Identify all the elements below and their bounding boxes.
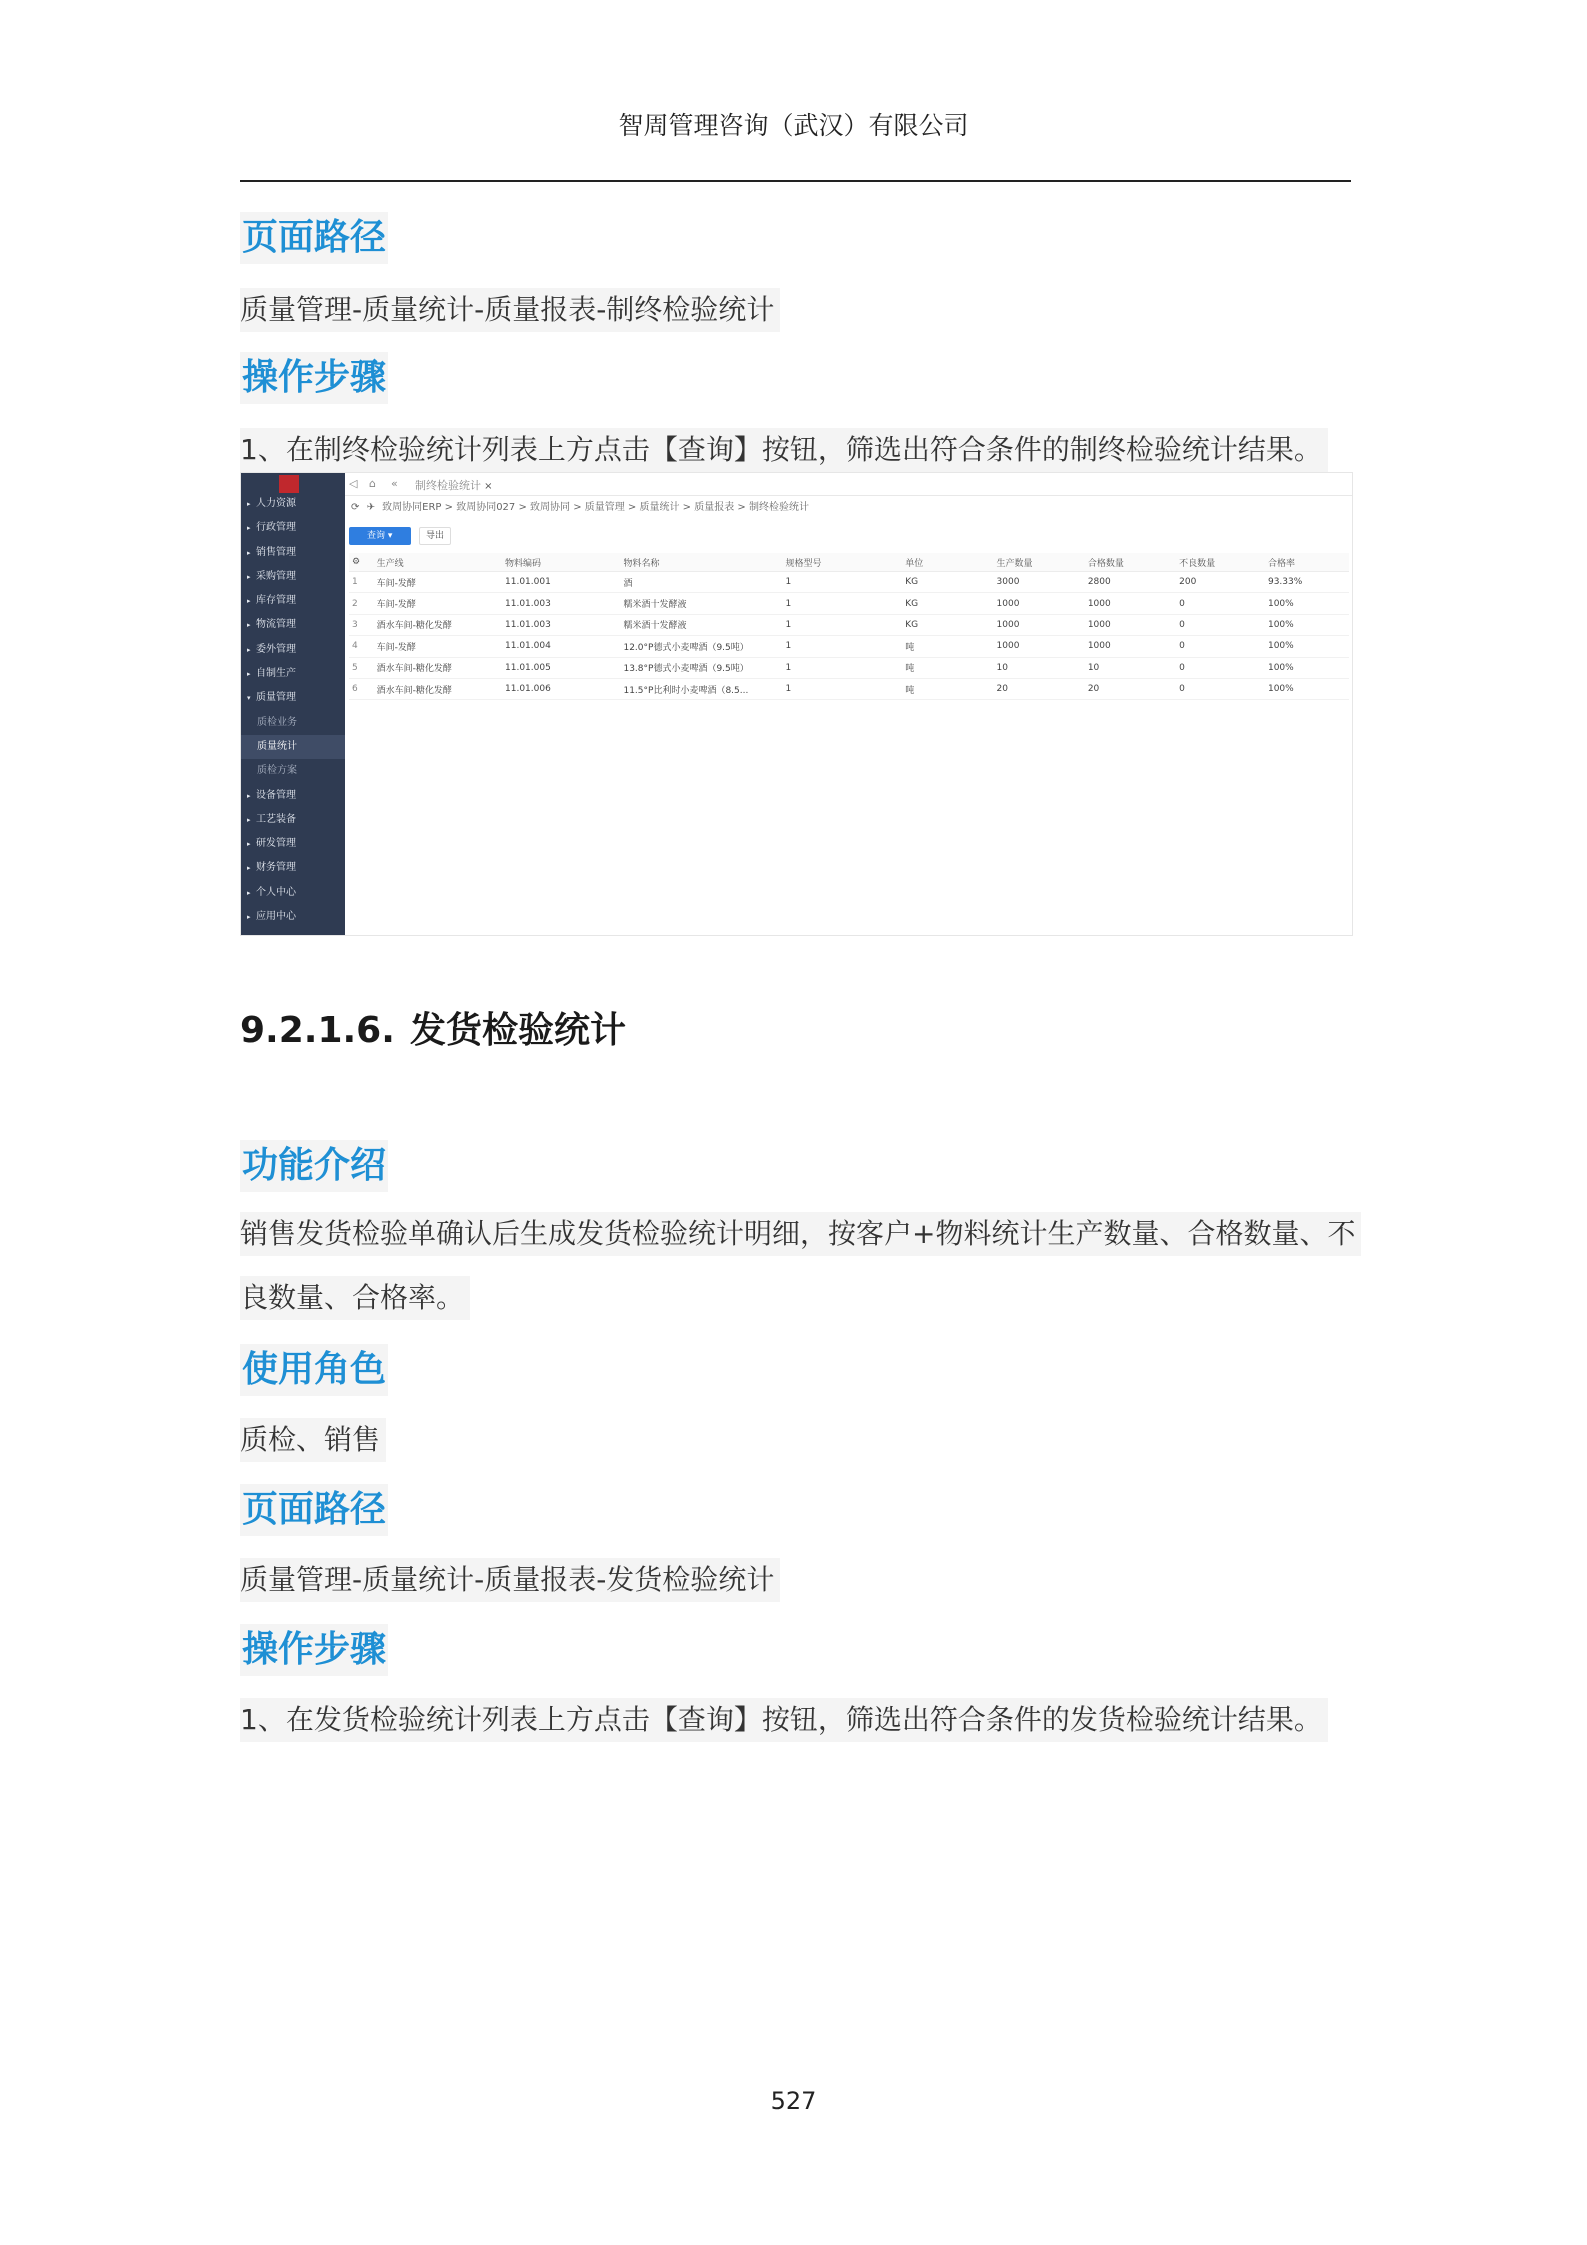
table-cell: 11.01.004 bbox=[502, 636, 620, 657]
table-cell: 100% bbox=[1265, 614, 1349, 635]
table-cell: 20 bbox=[994, 678, 1085, 699]
sidebar-item[interactable] bbox=[241, 784, 345, 808]
column-header[interactable]: 物料编码 bbox=[502, 553, 620, 572]
sidebar-item[interactable] bbox=[241, 516, 345, 540]
table-cell: 吨 bbox=[902, 636, 993, 657]
caret-right-icon: ▸ bbox=[247, 524, 251, 533]
sidebar-item-label: 质检业务 bbox=[257, 716, 297, 728]
table-cell: 酒 bbox=[620, 572, 782, 593]
section-title bbox=[240, 1002, 626, 1053]
table-cell: 吨 bbox=[902, 678, 993, 699]
sidebar-item-label: 物流管理 bbox=[256, 619, 296, 631]
column-header[interactable]: 规格型号 bbox=[783, 553, 903, 572]
caret-right-icon: ▸ bbox=[247, 621, 251, 630]
sidebar-item[interactable] bbox=[241, 832, 345, 856]
home-icon[interactable]: ⌂ bbox=[369, 477, 376, 490]
table-cell: 200 bbox=[1176, 572, 1265, 593]
table-cell: 10 bbox=[1085, 657, 1176, 678]
caret-right-icon: ▸ bbox=[247, 500, 251, 508]
table-cell: KG bbox=[902, 572, 993, 593]
table-cell: 1000 bbox=[1085, 593, 1176, 614]
sidebar-item-label: 设备管理 bbox=[256, 789, 296, 801]
table-cell: 1000 bbox=[994, 636, 1085, 657]
column-header[interactable]: 不良数量 bbox=[1176, 553, 1265, 572]
sidebar-item-label: 采购管理 bbox=[256, 570, 296, 582]
row-index: 5 bbox=[349, 657, 374, 678]
caret-right-icon: ▸ bbox=[247, 888, 251, 897]
table-cell: 100% bbox=[1265, 657, 1349, 678]
table-cell: 2800 bbox=[1085, 572, 1176, 593]
sidebar-item-label: 研发管理 bbox=[256, 838, 296, 850]
row-index: 3 bbox=[349, 614, 374, 635]
sidebar-item-label: 自制生产 bbox=[256, 668, 296, 680]
table-cell: 11.01.005 bbox=[502, 657, 620, 678]
table-cell: 1 bbox=[783, 678, 903, 699]
table-cell: KG bbox=[902, 614, 993, 635]
sidebar-item-label: 委外管理 bbox=[256, 643, 296, 655]
table-cell: 酒水车间-糖化发酵 bbox=[374, 614, 502, 635]
column-header[interactable]: 合格率 bbox=[1265, 553, 1349, 572]
caret-right-icon: ▸ bbox=[247, 791, 251, 800]
table-cell: 1 bbox=[783, 636, 903, 657]
sidebar-item[interactable] bbox=[241, 492, 345, 516]
table-cell: 3000 bbox=[994, 572, 1085, 593]
sidebar-item[interactable] bbox=[241, 856, 345, 880]
table-row[interactable] bbox=[349, 678, 1349, 699]
caret-right-icon: ▸ bbox=[247, 840, 251, 849]
sidebar-item[interactable] bbox=[241, 881, 345, 905]
sidebar-item[interactable] bbox=[241, 686, 345, 710]
sidebar-item-label: 应用中心 bbox=[256, 911, 296, 923]
column-header[interactable]: 合格数量 bbox=[1085, 553, 1176, 572]
table-cell: 车间-发酵 bbox=[374, 636, 502, 657]
sidebar-item[interactable] bbox=[241, 541, 345, 565]
table-row[interactable] bbox=[349, 636, 1349, 657]
table-cell: KG bbox=[902, 593, 993, 614]
function-text-line2: 良数量、合格率。 bbox=[240, 1276, 470, 1320]
export-button[interactable]: 导出 bbox=[419, 527, 451, 545]
table-cell: 100% bbox=[1265, 593, 1349, 614]
table-row[interactable] bbox=[349, 657, 1349, 678]
table-row[interactable] bbox=[349, 572, 1349, 593]
steps-text-2: 1、在发货检验统计列表上方点击【查询】按钮，筛选出符合条件的发货检验统计结果。 bbox=[240, 1698, 1328, 1742]
caret-right-icon: ▸ bbox=[247, 572, 251, 581]
function-heading: 功能介绍 bbox=[240, 1140, 388, 1192]
table-cell: 1 bbox=[783, 593, 903, 614]
table-cell: 1000 bbox=[994, 614, 1085, 635]
table-cell: 1000 bbox=[994, 593, 1085, 614]
query-button[interactable]: 查询 ▾ bbox=[349, 527, 411, 545]
steps-heading-2: 操作步骤 bbox=[240, 1624, 388, 1676]
caret-right-icon: ▸ bbox=[247, 815, 251, 824]
table-cell: 吨 bbox=[902, 657, 993, 678]
sidebar-item-label: 库存管理 bbox=[256, 595, 296, 607]
row-index: 1 bbox=[349, 572, 374, 593]
table-cell: 车间-发酵 bbox=[374, 593, 502, 614]
table-cell: 1 bbox=[783, 614, 903, 635]
sidebar-item-label: 个人中心 bbox=[256, 886, 296, 898]
main-panel bbox=[345, 473, 1352, 935]
table-cell: 11.01.001 bbox=[502, 572, 620, 593]
table-cell: 12.0°P德式小麦啤酒（9.5吨） bbox=[620, 636, 782, 657]
sidebar-item-label: 财务管理 bbox=[256, 862, 296, 874]
table-cell: 1000 bbox=[1085, 614, 1176, 635]
row-index: 2 bbox=[349, 593, 374, 614]
table-row[interactable] bbox=[349, 593, 1349, 614]
pin-icon[interactable]: ✈ bbox=[366, 502, 375, 513]
sidebar-item[interactable] bbox=[241, 808, 345, 832]
column-header[interactable]: 生产线 bbox=[374, 553, 502, 572]
table-cell: 0 bbox=[1176, 657, 1265, 678]
table-cell: 100% bbox=[1265, 636, 1349, 657]
breadcrumb-text: 致周协同ERP > 致周协同027 > 致周协同 > 质量管理 > 质量统计 > 质量报表 > 制终检验统计 bbox=[382, 502, 809, 513]
sidebar-item[interactable] bbox=[241, 589, 345, 613]
sidebar-item[interactable] bbox=[241, 759, 345, 783]
table-cell: 0 bbox=[1176, 614, 1265, 635]
sidebar-item[interactable] bbox=[241, 638, 345, 662]
steps-text: 1、在制终检验统计列表上方点击【查询】按钮，筛选出符合条件的制终检验统计结果。 bbox=[240, 428, 1328, 472]
row-index: 4 bbox=[349, 636, 374, 657]
page-path-heading: 页面路径 bbox=[240, 212, 388, 264]
column-header[interactable]: 物料名称 bbox=[620, 553, 782, 572]
section-title-text: 发货检验统计 bbox=[410, 1010, 627, 1051]
double-chevron-left-icon[interactable]: « bbox=[391, 477, 398, 490]
sidebar-item[interactable] bbox=[241, 905, 345, 929]
roles-heading: 使用角色 bbox=[240, 1344, 388, 1396]
sidebar-item-label: 工艺装备 bbox=[256, 813, 296, 825]
caret-right-icon: ▸ bbox=[247, 597, 251, 606]
table-cell: 13.8°P德式小麦啤酒（9.5吨） bbox=[620, 657, 782, 678]
column-header[interactable]: 单位 bbox=[902, 553, 993, 572]
caret-right-icon: ▸ bbox=[247, 913, 251, 922]
table-cell: 20 bbox=[1085, 678, 1176, 699]
table-cell: 1000 bbox=[1085, 636, 1176, 657]
page-number: 527 bbox=[770, 2087, 817, 2115]
table-cell: 糯米酒十发酵液 bbox=[620, 614, 782, 635]
table-cell: 0 bbox=[1176, 593, 1265, 614]
caret-right-icon: ▸ bbox=[247, 670, 251, 679]
table-row[interactable] bbox=[349, 614, 1349, 635]
settings-icon[interactable]: ⚙ bbox=[349, 553, 374, 572]
data-table bbox=[349, 553, 1349, 700]
sidebar-item[interactable] bbox=[241, 662, 345, 686]
refresh-icon[interactable]: ⟳ bbox=[351, 502, 360, 513]
caret-right-icon: ▸ bbox=[247, 864, 251, 873]
table-cell: 车间-发酵 bbox=[374, 572, 502, 593]
table-cell: 0 bbox=[1176, 636, 1265, 657]
caret-down-icon: ▾ bbox=[247, 694, 251, 703]
page-path-text: 质量管理-质量统计-质量报表-制终检验统计 bbox=[240, 288, 780, 332]
page-header: 智周管理咨询（武汉）有限公司 bbox=[618, 111, 969, 140]
table-cell: 11.01.003 bbox=[502, 593, 620, 614]
sidebar-item-label: 行政管理 bbox=[256, 522, 296, 534]
sidebar-item[interactable] bbox=[241, 613, 345, 637]
sidebar-item[interactable] bbox=[241, 711, 345, 735]
table-cell: 10 bbox=[994, 657, 1085, 678]
table-cell: 11.01.006 bbox=[502, 678, 620, 699]
erp-screenshot bbox=[240, 472, 1353, 936]
sidebar-item[interactable] bbox=[241, 735, 345, 759]
logo-icon bbox=[279, 475, 299, 493]
steps-heading: 操作步骤 bbox=[240, 352, 388, 404]
breadcrumb bbox=[351, 498, 1352, 518]
header-divider bbox=[240, 180, 1351, 182]
table-cell: 0 bbox=[1176, 678, 1265, 699]
tab-bar bbox=[345, 473, 1352, 496]
section-number: 9.2.1.6. bbox=[240, 1010, 395, 1051]
table-cell: 100% bbox=[1265, 678, 1349, 699]
tab-label: 制终检验统计 bbox=[415, 479, 481, 492]
query-button-label: 查询 bbox=[367, 531, 386, 541]
sidebar-item-label: 质检方案 bbox=[257, 765, 297, 777]
sidebar bbox=[241, 473, 345, 935]
table-cell: 11.01.003 bbox=[502, 614, 620, 635]
sidebar-item[interactable] bbox=[241, 565, 345, 589]
sidebar-item-label: 质量统计 bbox=[257, 740, 297, 752]
table-cell: 93.33% bbox=[1265, 572, 1349, 593]
sidebar-item-label: 人力资源 bbox=[256, 498, 296, 509]
caret-right-icon: ▸ bbox=[247, 645, 251, 654]
function-text-line1: 销售发货检验单确认后生成发货检验统计明细，按客户+物料统计生产数量、合格数量、不 bbox=[240, 1212, 1361, 1256]
tab-active[interactable]: 制终检验统计 × bbox=[415, 479, 493, 492]
table-cell: 酒水车间-糖化发酵 bbox=[374, 657, 502, 678]
table-cell: 酒水车间-糖化发酵 bbox=[374, 678, 502, 699]
back-icon[interactable]: ◁ bbox=[349, 477, 358, 490]
table-cell: 11.5°P比利时小麦啤酒（8.5... bbox=[620, 678, 782, 699]
row-index: 6 bbox=[349, 678, 374, 699]
column-header[interactable]: 生产数量 bbox=[994, 553, 1085, 572]
roles-text: 质检、销售 bbox=[240, 1418, 386, 1462]
table-cell: 1 bbox=[783, 657, 903, 678]
table-cell: 1 bbox=[783, 572, 903, 593]
caret-right-icon: ▸ bbox=[247, 548, 251, 557]
sidebar-item-label: 销售管理 bbox=[256, 546, 296, 558]
page-path-text-2: 质量管理-质量统计-质量报表-发货检验统计 bbox=[240, 1558, 780, 1602]
table-cell: 糯米酒十发酵液 bbox=[620, 593, 782, 614]
page-path-heading-2: 页面路径 bbox=[240, 1484, 388, 1536]
sidebar-item-label: 质量管理 bbox=[256, 692, 296, 704]
